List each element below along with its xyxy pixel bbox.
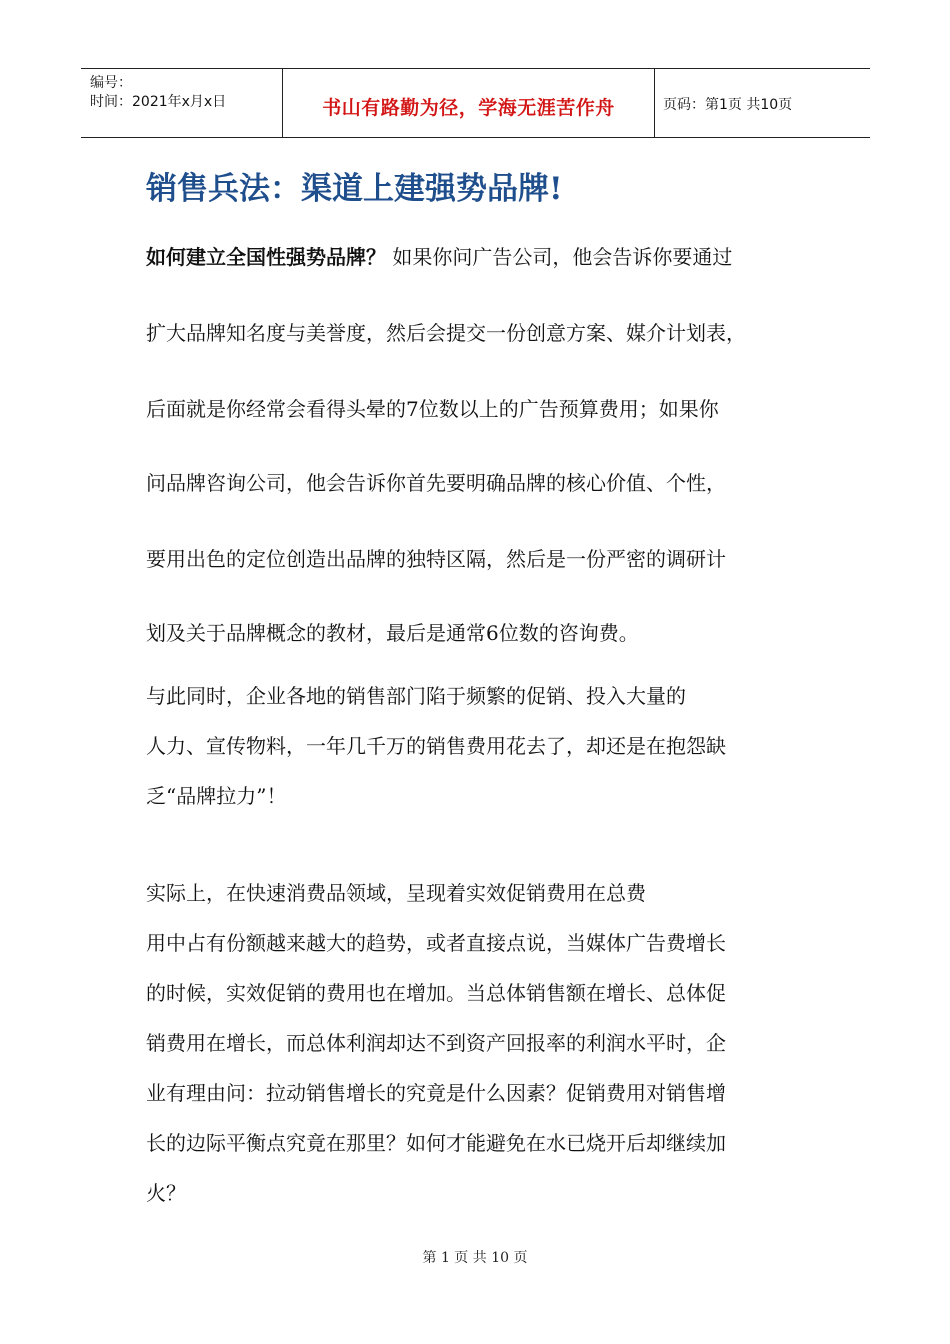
paragraph-line: 用中占有份额越来越大的趋势，或者直接点说，当媒体广告费增长 bbox=[146, 931, 726, 955]
page-footer: 第 1 页 共 10 页 bbox=[422, 1250, 528, 1266]
paragraph-line: 的时候，实效促销的费用也在增加。当总体销售额在增长、总体促 bbox=[146, 981, 726, 1005]
paragraph-line: 长的边际平衡点究竟在那里？如何才能避免在水已烧开后却继续加 bbox=[146, 1131, 726, 1155]
paragraph-line: 后面就是你经常会看得头晕的7位数以上的广告预算费用；如果你 bbox=[146, 397, 719, 421]
lead-question: 如何建立全国性强势品牌？ bbox=[146, 245, 386, 269]
paragraph-line: 与此同时，企业各地的销售部门陷于频繁的促销、投入大量的 bbox=[146, 684, 686, 708]
paragraph-line: 销费用在增长，而总体利润却达不到资产回报率的利润水平时，企 bbox=[146, 1031, 726, 1055]
paragraph-line: 扩大品牌知名度与美誉度，然后会提交一份创意方案、媒介计划表， bbox=[146, 321, 746, 345]
paragraph-line: 问品牌咨询公司，他会告诉你首先要明确品牌的核心价值、个性， bbox=[146, 471, 726, 495]
page-title: 销售兵法：渠道上建强势品牌! bbox=[146, 171, 563, 207]
page-info: 页码：第1页 共10页 bbox=[663, 97, 793, 113]
paragraph-line: 要用出色的定位创造出品牌的独特区隔，然后是一份严密的调研计 bbox=[146, 547, 726, 571]
paragraph-line: 火？ bbox=[146, 1181, 186, 1205]
paragraph-line: 如何建立全国性强势品牌？ 如果你问广告公司，他会告诉你要通过 bbox=[146, 245, 733, 269]
paragraph-line: 业有理由问：拉动销售增长的究竟是什么因素？促销费用对销售增 bbox=[146, 1081, 726, 1105]
document-number: 编号： bbox=[90, 75, 132, 91]
document-date: 时间：2021年x月x日 bbox=[90, 94, 227, 110]
header-table bbox=[81, 68, 870, 138]
paragraph-line: 实际上，在快速消费品领域，呈现着实效促销费用在总费 bbox=[146, 881, 646, 905]
paragraph-line: 划及关于品牌概念的教材，最后是通常6位数的咨询费。 bbox=[146, 621, 639, 645]
header-info-cell bbox=[81, 69, 281, 137]
header-page-cell bbox=[654, 69, 870, 137]
motto: 书山有路勤为径，学海无涯苦作舟 bbox=[322, 97, 615, 119]
paragraph-line: 乏“品牌拉力”！ bbox=[146, 784, 287, 808]
paragraph-line: 人力、宣传物料，一年几千万的销售费用花去了，却还是在抱怨缺 bbox=[146, 734, 726, 758]
header-motto-cell bbox=[282, 69, 655, 137]
